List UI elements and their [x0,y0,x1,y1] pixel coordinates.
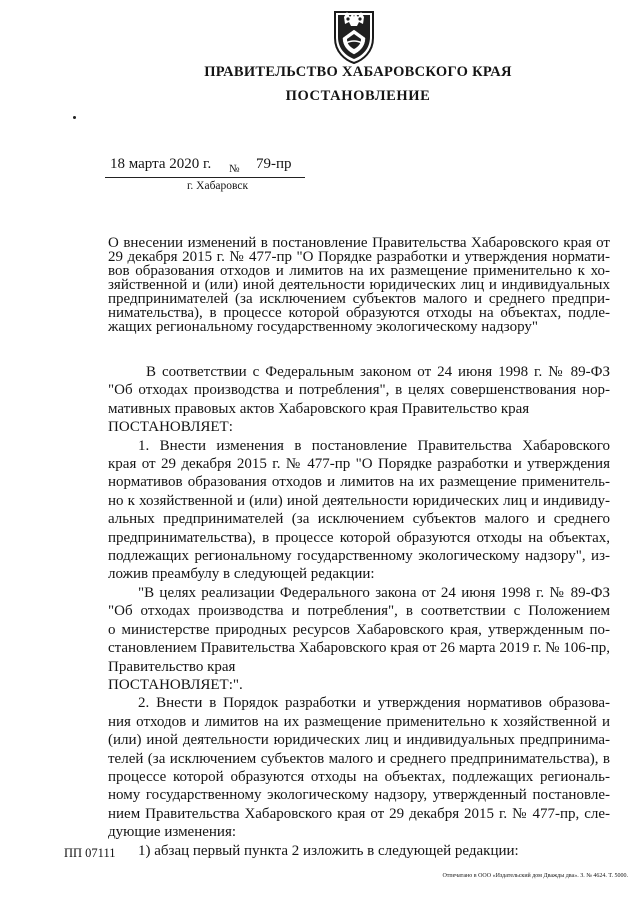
body-line: нормативов образования отходов и лимитов на их размещение применитель- [108,474,610,491]
body-line: "Об отходах производства и потребления", в целях совершенствования нор- [108,382,610,399]
body-line: "В целях реализации Федерального закона от 24 июня 1998 г. № 89-ФЗ [138,584,610,601]
body-line: но к хозяйственной и (или) иной деятельности юридических лиц и индивиду- [108,492,610,509]
body-line: телей (за исключением субъектов малого и среднего предпринимательства), в [108,750,610,767]
document-date: 18 марта 2020 г. [110,156,212,172]
document-city: г. Хабаровск [187,180,249,192]
body-line: подлежащих региональному государственному экологическому надзору", из- [108,548,610,565]
body-line: "Об отходах производства и потребления", в соответствии с Положением [108,603,610,620]
date-underline [105,177,305,178]
resolution-word: ПОСТАНОВЛЯЕТ: [108,419,233,436]
body-line: Правительство края [108,658,236,675]
body-line: ложив преамбулу в следующей редакции: [108,566,375,583]
body-line: дующие изменения: [108,824,237,841]
body-line: ному государственному экологическому надзору, утвержденный постановле- [108,787,610,804]
body-line: предпринимательства), в процессе которой образуются отходы на объектах, [108,529,610,546]
subject-line: 29 декабря 2015 г. № 477-пр "О Порядке разработки и утверждения нормати- [108,249,610,265]
number-sign: № [229,163,240,175]
subject-line: нимательства), в процессе которой образуются отходы на объектах, подле- [108,305,610,321]
body-line: нием Правительства Хабаровского края от 29 декабря 2015 г. № 477-пр, сле- [108,805,610,822]
document-subject [108,236,610,334]
subject-line: предпринимателей (за исключением субъектов малого и среднего предпри- [108,291,610,307]
body-line: 2. Внести в Порядок разработки и утверждения нормативов образова- [138,695,610,712]
document-type-title: ПОСТАНОВЛЕНИЕ [285,88,431,104]
body-line: становлением Правительства Хабаровского края от 26 марта 2019 г. № 106-пр, [108,640,610,657]
footer-code: ПП 07111 [64,846,116,860]
government-title: ПРАВИТЕЛЬСТВО ХАБАРОВСКОГО КРАЯ [204,64,512,80]
printer-imprint: Отпечатано в ООО «Издательский дом Дважды два». З. № 4624. Т. 5000. [442,873,628,879]
document-number: 79-пр [256,156,292,172]
document-body [108,363,610,860]
body-line: мативных правовых актов Хабаровского края Правительство края [108,400,530,417]
body-line: В соответствии с Федеральным законом от 24 июня 1998 г. № 89-ФЗ [146,364,610,380]
subject-line: жащих региональному государственному экологическому надзору" [108,319,539,335]
body-line: 1) абзац первый пункта 2 изложить в следующей редакции: [138,842,519,859]
subject-line: О внесении изменений в постановление Правительства Хабаровского края от [108,235,610,251]
body-line: края от 29 декабря 2015 г. № 477-пр "О Порядке разработки и утверждения [108,456,610,473]
resolution-word: ПОСТАНОВЛЯЕТ:". [108,676,243,693]
body-line: ния отходов и лимитов на их размещение применительно к хозяйственной и [108,713,610,730]
subject-line: зяйственной и (или) иной деятельности юридических лиц и индивидуальных [108,277,610,293]
subject-line: вов образования отходов и лимитов на их размещение применительно к хо- [108,263,610,279]
scan-speck [73,116,76,119]
body-line: процессе которой образуются отходы на объектах, подлежащих региональ- [108,768,610,785]
coat-of-arms-icon [331,8,377,64]
body-line: о министерстве природных ресурсов Хабаровского края, утвержденным по- [108,621,610,638]
body-line: 1. Внести изменения в постановление Правительства Хабаровского [138,437,610,454]
body-line: альных предпринимателей (за исключением субъектов малого и среднего [108,511,610,528]
body-line: (или) иной деятельности юридических лиц и индивидуальных предпринима- [108,732,610,749]
